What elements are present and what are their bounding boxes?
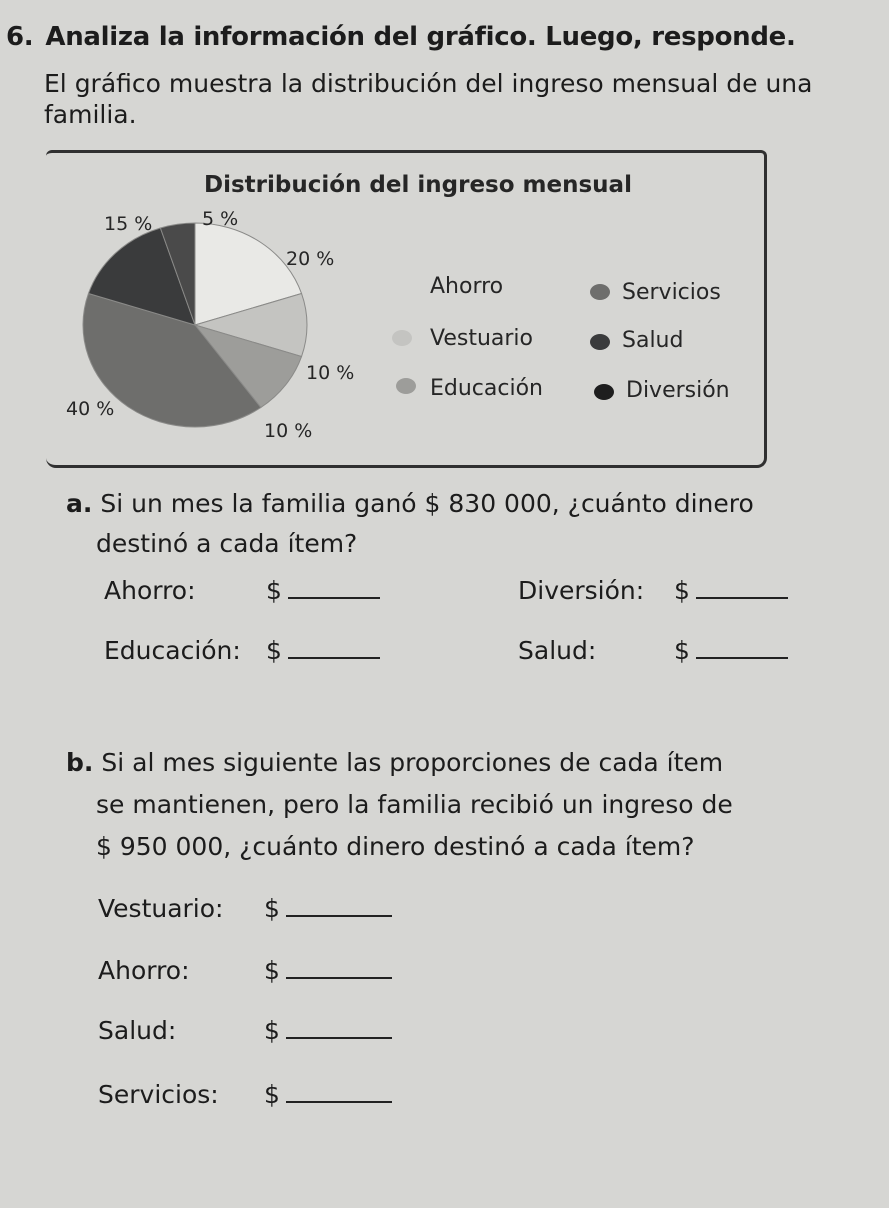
answer-blank[interactable]	[286, 1017, 392, 1039]
answer-label: Salud:	[98, 1016, 177, 1045]
answer-b-servicios	[98, 1080, 392, 1109]
legend-swatch-vestuario	[392, 330, 412, 346]
answer-blank[interactable]	[696, 637, 788, 659]
answer-a-educacion	[104, 636, 380, 665]
legend-item-educacion: Educación	[430, 376, 543, 401]
answer-blank[interactable]	[288, 577, 380, 599]
answer-blank[interactable]	[696, 577, 788, 599]
answer-blank[interactable]	[286, 957, 392, 979]
part-b-line2: se mantienen, pero la familia recibió un ingreso de	[96, 790, 733, 819]
answer-blank[interactable]	[288, 637, 380, 659]
part-b-letter: b.	[66, 748, 94, 777]
question-number: 6.	[6, 22, 34, 52]
currency-sign: $	[264, 1016, 280, 1045]
answer-blank[interactable]	[286, 1081, 392, 1103]
answer-label: Servicios:	[98, 1080, 219, 1109]
currency-sign: $	[264, 956, 280, 985]
part-a-letter: a.	[66, 489, 93, 518]
question-heading: Analiza la información del gráfico. Luego, responde.	[45, 22, 796, 52]
slice-label-salud: 15 %	[104, 213, 153, 235]
answer-label: Educación:	[104, 636, 241, 665]
question-title	[6, 22, 796, 52]
answer-b-ahorro	[98, 956, 392, 985]
question-intro: El gráfico muestra la distribución del ingreso mensual de una familia.	[44, 69, 813, 129]
answer-a-ahorro	[104, 576, 380, 605]
legend-item-vestuario: Vestuario	[430, 326, 534, 351]
answer-blank[interactable]	[286, 895, 392, 917]
legend-swatch-servicios	[590, 284, 610, 300]
part-a-line2: destinó a cada ítem?	[96, 529, 358, 558]
slice-label-educacion: 10 %	[264, 420, 313, 442]
slice-label-vestuario: 10 %	[306, 362, 355, 384]
legend-swatch-salud	[590, 334, 610, 350]
legend-swatch-educacion	[396, 378, 416, 394]
slice-label-diversion: 5 %	[202, 208, 239, 230]
answer-a-salud	[518, 636, 788, 665]
currency-sign: $	[674, 636, 690, 665]
answer-label: Ahorro:	[98, 956, 190, 985]
legend-item-servicios: Servicios	[622, 280, 721, 305]
answer-a-diversion	[518, 576, 788, 605]
slice-label-servicios: 40 %	[66, 398, 115, 420]
currency-sign: $	[674, 576, 690, 605]
currency-sign: $	[266, 576, 282, 605]
legend-item-diversion: Diversión	[626, 378, 730, 403]
answer-label: Salud:	[518, 636, 597, 665]
legend-swatch-diversion	[594, 384, 614, 400]
legend-item-salud: Salud	[622, 328, 684, 353]
part-a-line1: Si un mes la familia ganó $ 830 000, ¿cuánto dinero	[100, 489, 754, 518]
currency-sign: $	[264, 894, 280, 923]
part-a-prompt	[66, 484, 754, 564]
part-b-prompt	[66, 742, 733, 868]
part-b-line3: $ 950 000, ¿cuánto dinero destinó a cada ítem?	[96, 832, 695, 861]
currency-sign: $	[266, 636, 282, 665]
slice-label-ahorro: 20 %	[286, 248, 335, 270]
currency-sign: $	[264, 1080, 280, 1109]
legend-item-ahorro: Ahorro	[430, 274, 504, 299]
answer-b-vestuario	[98, 894, 392, 923]
part-b-line1: Si al mes siguiente las proporciones de cada ítem	[101, 748, 724, 777]
answer-label: Diversión:	[518, 576, 645, 605]
answer-label: Vestuario:	[98, 894, 224, 923]
answer-label: Ahorro:	[104, 576, 196, 605]
chart-title: Distribución del ingreso mensual	[204, 172, 632, 198]
answer-b-salud	[98, 1016, 392, 1045]
